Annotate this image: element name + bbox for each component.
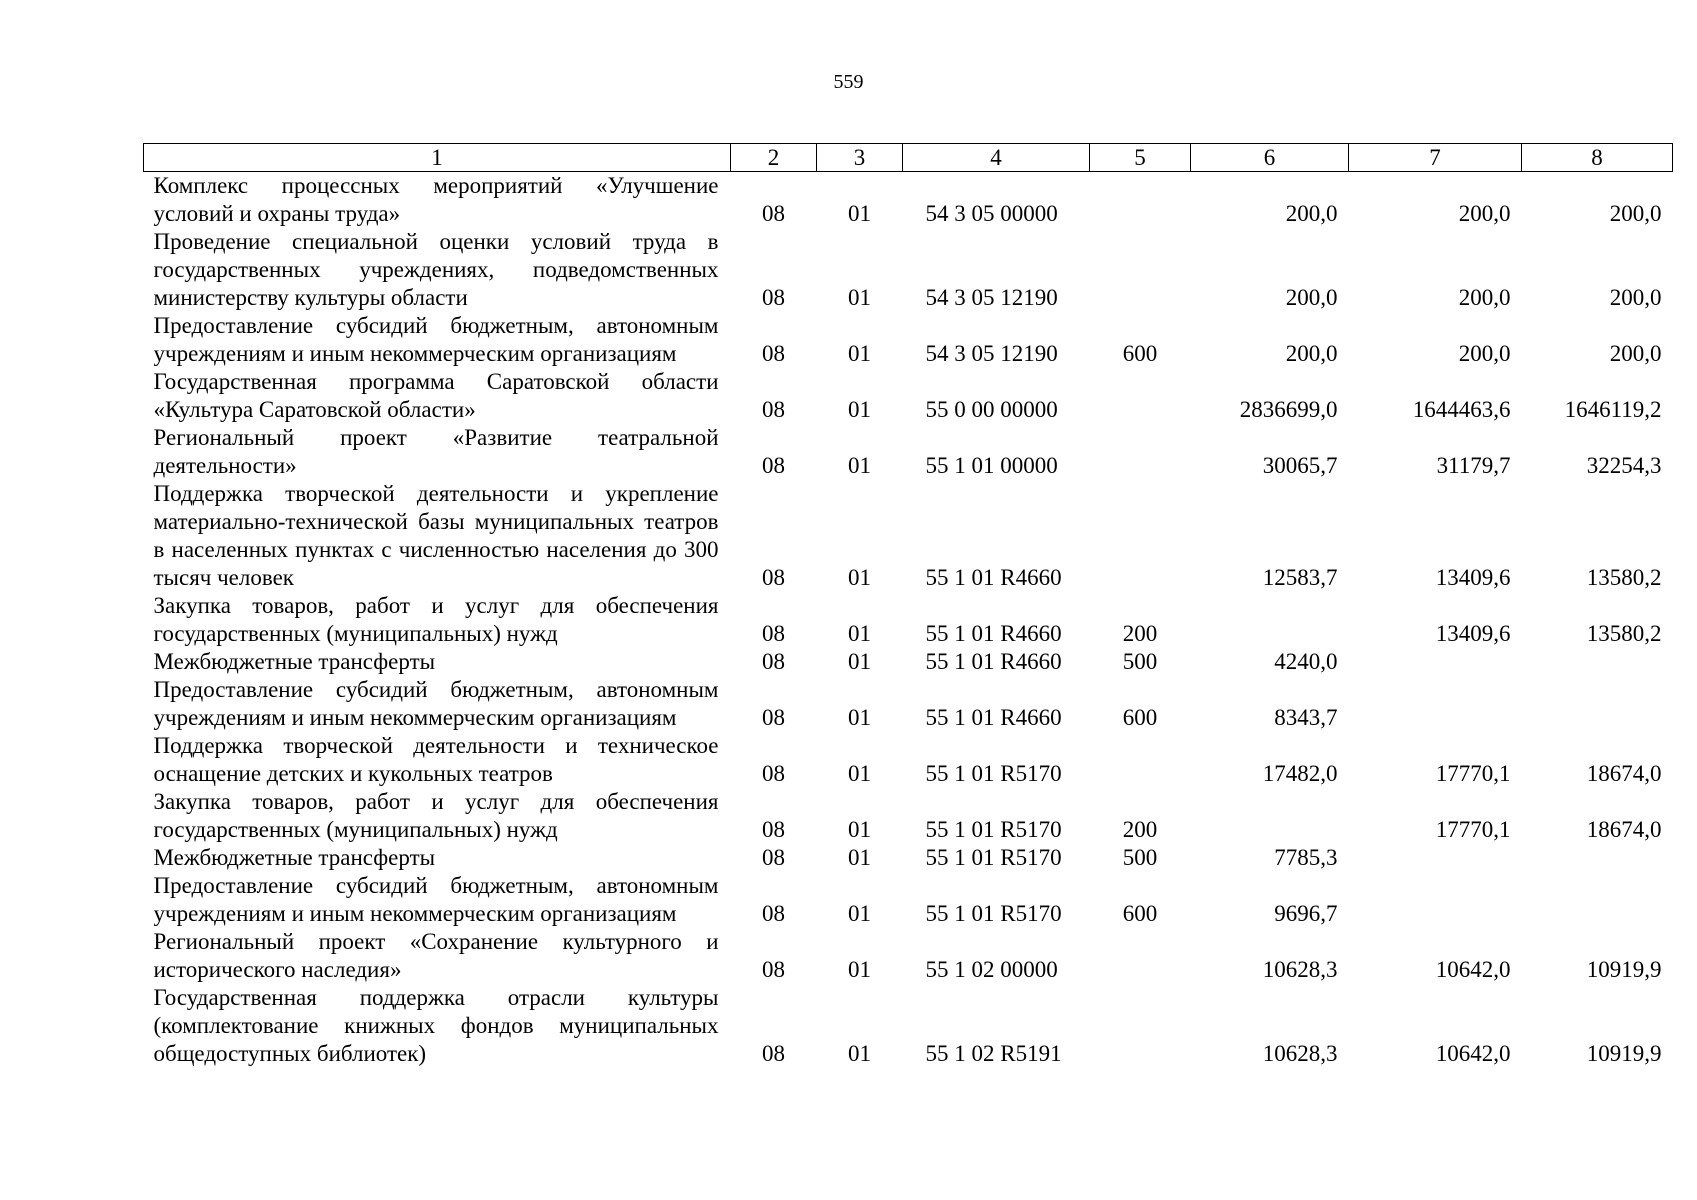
budget-table — [143, 143, 1673, 1068]
row-amount-1: 10628,3 — [1262, 1041, 1338, 1066]
table-row — [144, 648, 1673, 676]
row-name: Проведение специальной оценки условий труда в государственных учреждениях, подведомственных министерству культуры области — [153, 229, 719, 310]
row-amount-2: 13409,6 — [1435, 565, 1511, 590]
row-expense-type: 600 — [1122, 705, 1158, 730]
row-subsection: 01 — [848, 397, 871, 422]
row-amount-2: 17770,1 — [1435, 817, 1511, 842]
row-expense-type — [1090, 368, 1191, 424]
row-subsection: 01 — [848, 817, 871, 842]
row-section: 08 — [762, 705, 785, 730]
row-name: Предоставление субсидий бюджетным, автономным учреждениям и иным некоммерческим организациям — [153, 873, 719, 926]
row-amount-2: 31179,7 — [1436, 453, 1511, 478]
row-section: 08 — [762, 621, 785, 646]
row-target-code: 55 1 01 R4660 — [925, 705, 1062, 730]
table-row — [144, 928, 1673, 984]
row-section: 08 — [762, 285, 785, 310]
row-amount-3 — [1522, 676, 1673, 732]
row-target-code: 55 1 01 00000 — [925, 453, 1058, 478]
row-subsection: 01 — [848, 285, 871, 310]
table-row — [144, 480, 1673, 592]
row-target-code: 55 1 01 R5170 — [925, 845, 1062, 870]
row-amount-1: 17482,0 — [1262, 761, 1338, 786]
row-name: Закупка товаров, работ и услуг для обеспечения государственных (муниципальных) нужд — [153, 593, 719, 646]
table-row — [144, 424, 1673, 480]
row-name: Поддержка творческой деятельности и техническое оснащение детских и кукольных театров — [153, 733, 719, 786]
row-expense-type: 600 — [1122, 901, 1158, 926]
row-section: 08 — [762, 845, 785, 870]
row-subsection: 01 — [848, 621, 871, 646]
row-amount-2 — [1349, 844, 1522, 872]
row-target-code: 55 1 01 R5170 — [925, 901, 1062, 926]
row-subsection: 01 — [848, 705, 871, 730]
row-amount-1: 12583,7 — [1262, 565, 1338, 590]
table-row — [144, 984, 1673, 1068]
table-header-row — [144, 144, 1673, 172]
table-row — [144, 172, 1673, 229]
row-subsection: 01 — [848, 845, 871, 870]
column-header: 5 — [1090, 144, 1191, 172]
row-amount-3: 32254,3 — [1586, 453, 1662, 478]
column-header: 3 — [817, 144, 903, 172]
table-row — [144, 844, 1673, 872]
row-amount-3 — [1522, 872, 1673, 928]
row-expense-type — [1090, 424, 1191, 480]
table-row — [144, 732, 1673, 788]
row-expense-type — [1090, 732, 1191, 788]
row-amount-2: 10642,0 — [1435, 1041, 1511, 1066]
row-amount-2: 13409,6 — [1435, 621, 1511, 646]
row-subsection: 01 — [848, 341, 871, 366]
row-section: 08 — [762, 817, 785, 842]
row-section: 08 — [762, 957, 785, 982]
row-amount-2: 200,0 — [1458, 285, 1511, 310]
row-section: 08 — [762, 397, 785, 422]
column-header: 8 — [1522, 144, 1673, 172]
row-target-code: 54 3 05 00000 — [925, 201, 1058, 226]
row-amount-2 — [1349, 676, 1522, 732]
row-expense-type: 500 — [1122, 649, 1158, 674]
row-amount-1: 200,0 — [1285, 285, 1338, 310]
row-amount-1: 8343,7 — [1274, 705, 1338, 730]
row-subsection: 01 — [848, 565, 871, 590]
row-expense-type: 200 — [1122, 817, 1158, 842]
row-target-code: 55 1 02 00000 — [925, 957, 1058, 982]
row-target-code: 55 1 01 R5170 — [925, 761, 1062, 786]
row-subsection: 01 — [848, 201, 871, 226]
row-section: 08 — [762, 761, 785, 786]
row-amount-1: 200,0 — [1285, 201, 1338, 226]
row-name: Поддержка творческой деятельности и укрепление материально-технической базы муниципальных театров в населенных пунктах с численностью населения до 300 тысяч человек — [153, 481, 719, 590]
row-expense-type — [1090, 928, 1191, 984]
row-amount-3: 18674,0 — [1586, 817, 1662, 842]
page-number: 559 — [833, 71, 864, 93]
row-amount-3: 18674,0 — [1586, 761, 1662, 786]
column-header: 7 — [1349, 144, 1522, 172]
row-expense-type — [1090, 228, 1191, 312]
row-amount-2: 17770,1 — [1435, 761, 1511, 786]
row-amount-1: 10628,3 — [1262, 957, 1338, 982]
row-section: 08 — [762, 201, 785, 226]
row-name: Региональный проект «Развитие театральной деятельности» — [153, 425, 719, 478]
column-header: 6 — [1191, 144, 1349, 172]
row-amount-1: 4240,0 — [1274, 649, 1338, 674]
row-amount-2: 200,0 — [1458, 201, 1511, 226]
row-section: 08 — [762, 901, 785, 926]
row-name: Закупка товаров, работ и услуг для обеспечения государственных (муниципальных) нужд — [153, 789, 719, 842]
table-row — [144, 592, 1673, 648]
row-amount-1: 30065,7 — [1262, 453, 1338, 478]
row-amount-3: 1646119,2 — [1564, 397, 1662, 422]
row-name: Государственная поддержка отрасли культуры (комплектование книжных фондов муниципальных общедоступных библиотек) — [153, 985, 719, 1066]
row-expense-type: 500 — [1122, 845, 1158, 870]
row-section: 08 — [762, 453, 785, 478]
row-amount-3 — [1522, 648, 1673, 676]
row-expense-type — [1090, 984, 1191, 1068]
row-name: Государственная программа Саратовской области «Культура Саратовской области» — [153, 369, 719, 422]
row-section: 08 — [762, 1041, 785, 1066]
table-row — [144, 872, 1673, 928]
row-name: Региональный проект «Сохранение культурного и исторического наследия» — [153, 929, 719, 982]
row-target-code: 55 1 01 R5170 — [925, 817, 1062, 842]
row-amount-1: 9696,7 — [1274, 901, 1338, 926]
row-amount-3: 13580,2 — [1586, 621, 1662, 646]
row-expense-type — [1090, 172, 1191, 229]
table-row — [144, 676, 1673, 732]
row-target-code: 55 1 01 R4660 — [925, 621, 1062, 646]
row-amount-2: 1644463,6 — [1412, 397, 1511, 422]
table-row — [144, 228, 1673, 312]
row-amount-1 — [1191, 592, 1349, 648]
row-amount-2: 200,0 — [1458, 341, 1511, 366]
row-name: Предоставление субсидий бюджетным, автономным учреждениям и иным некоммерческим организациям — [153, 313, 719, 366]
row-subsection: 01 — [848, 649, 871, 674]
row-amount-1: 7785,3 — [1274, 845, 1338, 870]
row-amount-2 — [1349, 648, 1522, 676]
row-section: 08 — [762, 341, 785, 366]
row-name: Межбюджетные трансферты — [153, 845, 436, 870]
column-header: 1 — [144, 144, 731, 172]
column-header: 4 — [903, 144, 1090, 172]
row-amount-3: 10919,9 — [1586, 1041, 1662, 1066]
row-section: 08 — [762, 649, 785, 674]
row-subsection: 01 — [848, 1041, 871, 1066]
row-amount-3: 13580,2 — [1586, 565, 1662, 590]
row-target-code: 55 1 01 R4660 — [925, 565, 1062, 590]
row-section: 08 — [762, 565, 785, 590]
row-target-code: 55 0 00 00000 — [925, 397, 1058, 422]
row-target-code: 54 3 05 12190 — [925, 285, 1058, 310]
row-amount-1: 200,0 — [1285, 341, 1338, 366]
row-expense-type: 600 — [1122, 341, 1158, 366]
row-target-code: 54 3 05 12190 — [925, 341, 1058, 366]
row-amount-2 — [1349, 872, 1522, 928]
row-expense-type — [1090, 480, 1191, 592]
column-header: 2 — [731, 144, 817, 172]
row-amount-3: 200,0 — [1609, 341, 1662, 366]
row-name: Межбюджетные трансферты — [153, 649, 436, 674]
row-target-code: 55 1 02 R5191 — [925, 1041, 1062, 1066]
row-subsection: 01 — [848, 453, 871, 478]
row-subsection: 01 — [848, 901, 871, 926]
row-amount-1 — [1191, 788, 1349, 844]
row-amount-3: 200,0 — [1609, 201, 1662, 226]
table-row — [144, 368, 1673, 424]
row-name: Предоставление субсидий бюджетным, автономным учреждениям и иным некоммерческим организациям — [153, 677, 719, 730]
row-expense-type: 200 — [1122, 621, 1158, 646]
row-amount-3 — [1522, 844, 1673, 872]
row-subsection: 01 — [848, 957, 871, 982]
table-row — [144, 788, 1673, 844]
row-amount-3: 200,0 — [1609, 285, 1662, 310]
row-amount-2: 10642,0 — [1435, 957, 1511, 982]
table-row — [144, 312, 1673, 368]
row-amount-1: 2836699,0 — [1239, 397, 1338, 422]
row-target-code: 55 1 01 R4660 — [925, 649, 1062, 674]
row-subsection: 01 — [848, 761, 871, 786]
row-amount-3: 10919,9 — [1586, 957, 1662, 982]
row-name: Комплекс процессных мероприятий «Улучшение условий и охраны труда» — [153, 173, 719, 226]
